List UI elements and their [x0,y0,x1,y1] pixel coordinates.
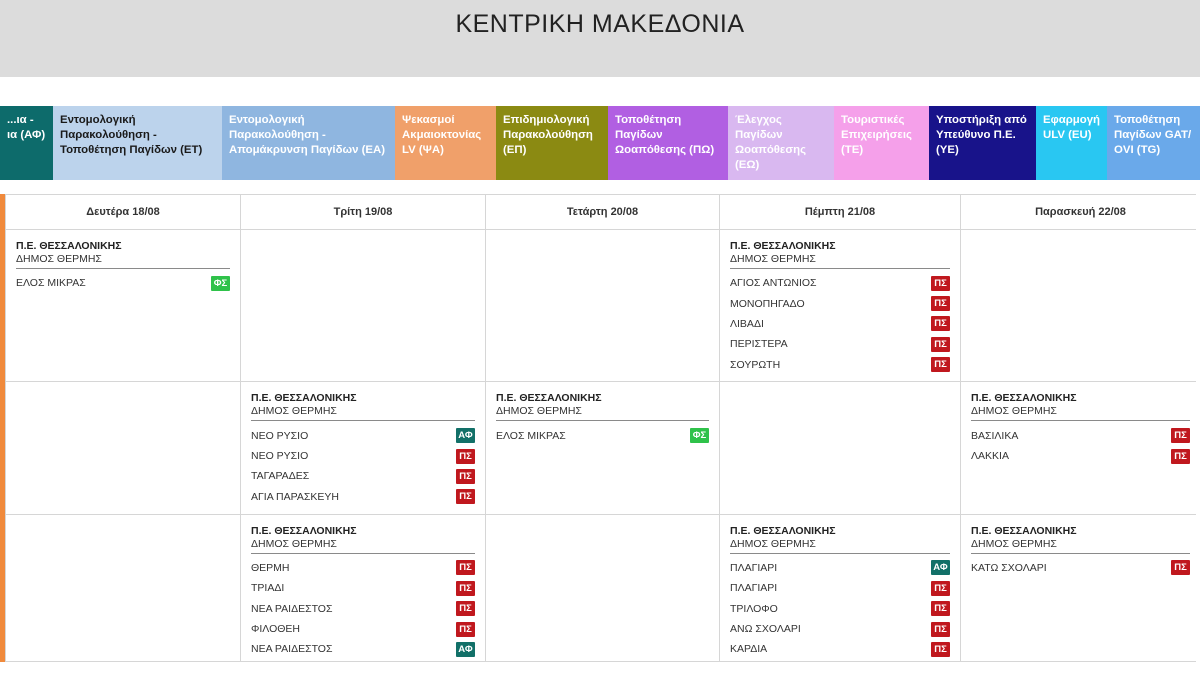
legend-item-label: ULV (EU) [1043,129,1092,141]
schedule-cell [241,230,486,382]
place-row[interactable] [730,273,950,293]
legend-item-label: Ακμαιοκτονίας [402,129,482,141]
entry-region: Π.Ε. ΘΕΣΣΑΛΟΝΙΚΗΣ [730,240,836,252]
legend-item-label: Ωοαπόθεσης (ΠΩ) [615,144,715,156]
legend-item-label: Υποστήριξη από [936,114,1027,126]
place-name: ΛΑΚΚΙΑ [971,450,1009,462]
day-header-0: Δευτέρα 18/08 [6,195,241,230]
legend-item-label: Εφαρμογή [1043,114,1101,126]
place-name: ΤΡΙΑΔΙ [251,582,285,595]
entry-municipality: ΔΗΜΟΣ ΘΕΡΜΗΣ [971,405,1190,421]
schedule-row [6,514,1200,661]
legend-item-label: Παγίδων GAT/ [1114,129,1192,141]
place-name: ΠΕΡΙΣΤΕΡΑ [730,338,788,351]
entry-municipality: ΔΗΜΟΣ ΘΕΡΜΗΣ [730,253,950,269]
entry-municipality: ΔΗΜΟΣ ΘΕΡΜΗΣ [971,538,1190,554]
place-row[interactable] [730,598,950,618]
place-row[interactable] [251,425,475,445]
legend-item-label: ια (ΑΦ) [7,129,46,141]
activity-code-badge: ΠΣ [1171,560,1190,575]
place-row[interactable] [730,639,950,659]
activity-code-badge: ΠΣ [456,449,475,464]
activity-code-badge: ΠΣ [456,469,475,484]
entry-region: Π.Ε. ΘΕΣΣΑΛΟΝΙΚΗΣ [251,392,357,405]
legend-item-5[interactable] [608,106,728,180]
place-row[interactable] [730,355,950,375]
legend-item-7[interactable] [834,106,929,180]
legend-item-10[interactable] [1107,106,1200,180]
legend-item-label: Εντομολογική [229,114,305,126]
place-name: ΠΛΑΓΙΑΡΙ [730,561,778,574]
place-name: ΝΕΟ ΡΥΣΙΟ [251,450,309,462]
legend-item-label: OVI (TG) [1114,144,1161,156]
place-name: ΕΛΟΣ ΜΙΚΡΑΣ [16,277,86,290]
place-row[interactable] [730,619,950,639]
activity-code-badge: ΠΣ [931,357,950,372]
schedule-cell [720,382,961,514]
entry-municipality: ΔΗΜΟΣ ΘΕΡΜΗΣ [730,538,950,554]
place-name: ΚΑΤΩ ΣΧΟΛΑΡΙ [971,561,1047,574]
place-row[interactable] [251,466,475,486]
legend-item-label: Ωοαπόθεσης [735,144,807,156]
schedule-cell [961,230,1200,382]
place-row[interactable] [971,446,1190,466]
legend-item-label: (ΥΕ) [936,144,959,156]
schedule-cell [6,514,241,661]
activity-code-badge: ΠΣ [456,581,475,596]
place-row[interactable] [730,314,950,334]
legend-item-label: Έλεγχος [735,114,782,126]
legend-item-label: (ΤΕ) [841,144,864,156]
day-header-1: Τρίτη 19/08 [241,195,486,230]
place-row[interactable] [971,425,1190,445]
entry-region: Π.Ε. ΘΕΣΣΑΛΟΝΙΚΗΣ [971,524,1077,537]
activity-code-badge: ΠΣ [931,581,950,596]
place-name: ΠΛΑΓΙΑΡΙ [730,582,778,595]
page-title: ΚΕΝΤΡΙΚΗ ΜΑΚΕΔΟΝΙΑ [455,10,745,38]
entry-region: Π.Ε. ΘΕΣΣΑΛΟΝΙΚΗΣ [730,524,836,537]
place-name: ΤΑΓΑΡΑΔΕΣ [251,470,310,483]
place-name: ΝΕΑ ΡΑΙΔΕΣΤΟΣ [251,643,333,656]
legend-item-label: Τοποθέτηση [615,114,682,126]
place-row[interactable] [496,425,709,445]
entry-region: Π.Ε. ΘΕΣΣΑΛΟΝΙΚΗΣ [251,524,357,537]
place-name: ΝΕΟ ΡΥΣΙΟ [251,429,309,442]
legend-item-9[interactable] [1036,106,1107,180]
place-name: ΣΟΥΡΩΤΗ [730,358,781,371]
activity-code-badge: ΠΣ [931,622,950,637]
schedule-row [6,230,1200,382]
entry-region: Π.Ε. ΘΕΣΣΑΛΟΝΙΚΗΣ [496,392,602,405]
legend-item-label: Τουριστικές [841,114,905,126]
legend-item-2[interactable] [222,106,395,180]
legend-item-label: Επιδημιολογική [503,114,590,126]
legend-item-4[interactable] [496,106,608,180]
schedule-cell[interactable] [486,382,720,514]
table-edge [1196,194,1200,662]
schedule-table [5,194,1200,662]
legend-item-8[interactable] [929,106,1036,180]
schedule-cell [486,230,720,382]
schedule-cell [486,514,720,661]
activity-code-badge: ΠΣ [931,642,950,657]
schedule-cell[interactable] [961,514,1200,661]
schedule-cell[interactable] [720,514,961,661]
place-name: ΜΟΝΟΠΗΓΑΔΟ [730,297,805,310]
activity-code-badge: ΠΣ [931,601,950,616]
title-bar [0,0,1200,77]
place-row[interactable] [730,334,950,354]
place-row[interactable] [251,487,475,507]
activity-code-badge: ΠΣ [456,622,475,637]
activity-legend [0,106,1200,180]
schedule-row [6,382,1200,514]
place-row[interactable] [251,578,475,598]
legend-item-label: Τοποθέτηση Παγίδων (ΕΤ) [60,144,203,156]
place-name: ΝΕΑ ΡΑΙΔΕΣΤΟΣ [251,602,333,615]
place-name: ΤΡΙΛΟΦΟ [730,602,778,615]
entry-municipality: ΔΗΜΟΣ ΘΕΡΜΗΣ [16,253,230,269]
schedule-cell[interactable] [241,382,486,514]
activity-code-badge: ΑΦ [456,428,475,443]
schedule-cell [6,382,241,514]
place-row[interactable] [971,558,1190,578]
legend-item-label: Παγίδων [615,129,663,141]
entry-region: Π.Ε. ΘΕΣΣΑΛΟΝΙΚΗΣ [971,392,1077,405]
legend-item-label: (ΕΩ) [735,159,760,171]
legend-item-0[interactable] [0,106,53,180]
legend-item-1[interactable] [53,106,222,180]
place-name: ΑΝΩ ΣΧΟΛΑΡΙ [730,623,801,636]
day-header-4: Παρασκευή 22/08 [961,195,1200,230]
activity-code-badge: ΦΣ [690,428,709,443]
entry-region: Π.Ε. ΘΕΣΣΑΛΟΝΙΚΗΣ [16,240,122,252]
activity-code-badge: ΠΣ [931,276,950,291]
legend-item-label: Τοποθέτηση [1114,114,1181,126]
activity-code-badge: ΠΣ [1171,428,1190,443]
activity-code-badge: ΠΣ [931,296,950,311]
place-row[interactable] [730,578,950,598]
activity-code-badge: ΠΣ [456,560,475,575]
day-header-2: Τετάρτη 20/08 [486,195,720,230]
activity-code-badge: ΠΣ [931,337,950,352]
place-name: ΑΓΙΑ ΠΑΡΑΣΚΕΥΗ [251,490,339,503]
place-name: ΕΛΟΣ ΜΙΚΡΑΣ [496,429,566,442]
schedule-cell[interactable] [961,382,1200,514]
day-header-3: Πέμπτη 21/08 [720,195,961,230]
legend-item-label: Επιχειρήσεις [841,129,912,141]
legend-item-label: ...ια - [7,114,34,126]
day-header-row [6,195,1200,230]
entry-municipality: ΔΗΜΟΣ ΘΕΡΜΗΣ [251,538,475,554]
legend-item-label: Υπεύθυνο Π.Ε. [936,129,1016,141]
place-row[interactable] [251,639,475,659]
place-row[interactable] [251,598,475,618]
place-row[interactable] [251,619,475,639]
schedule-cell[interactable] [6,230,241,382]
activity-code-badge: ΠΣ [931,316,950,331]
legend-item-label: Παρακολούθηση [503,129,593,141]
legend-item-label: LV (ΨΑ) [402,144,444,156]
entry-municipality: ΔΗΜΟΣ ΘΕΡΜΗΣ [251,405,475,421]
schedule-cell[interactable] [241,514,486,661]
legend-item-label: Εντομολογική [60,114,136,126]
legend-item-label: Παγίδων [735,129,783,141]
place-name: ΑΓΙΟΣ ΑΝΤΩΝΙΟΣ [730,277,817,290]
schedule-cell[interactable] [720,230,961,382]
legend-item-3[interactable] [395,106,496,180]
weekly-schedule [0,194,1200,662]
place-name: ΘΕΡΜΗ [251,561,290,574]
place-name: ΚΑΡΔΙΑ [730,643,768,656]
activity-code-badge: ΠΣ [456,489,475,504]
place-row[interactable] [730,558,950,578]
place-row[interactable] [730,293,950,313]
legend-item-6[interactable] [728,106,834,180]
entry-municipality: ΔΗΜΟΣ ΘΕΡΜΗΣ [496,405,709,421]
legend-item-label: Ψεκασμοί [402,114,455,126]
place-name: ΛΙΒΑΔΙ [730,317,764,330]
place-row[interactable] [16,273,230,293]
legend-item-label: (ΕΠ) [503,144,527,156]
activity-code-badge: ΠΣ [456,601,475,616]
place-row[interactable] [251,446,475,466]
activity-code-badge: ΑΦ [456,642,475,657]
place-name: ΦΙΛΟΘΕΗ [251,623,301,636]
place-row[interactable] [251,558,475,578]
activity-code-badge: ΦΣ [211,276,230,291]
legend-item-label: Παρακολούθηση - [229,129,326,141]
activity-code-badge: ΠΣ [1171,449,1190,464]
legend-item-label: Απομάκρυνση Παγίδων (ΕΑ) [229,144,386,156]
place-name: ΒΑΣΙΛΙΚΑ [971,429,1019,442]
legend-item-label: Παρακολούθηση - [60,129,157,141]
activity-code-badge: ΑΦ [931,560,950,575]
